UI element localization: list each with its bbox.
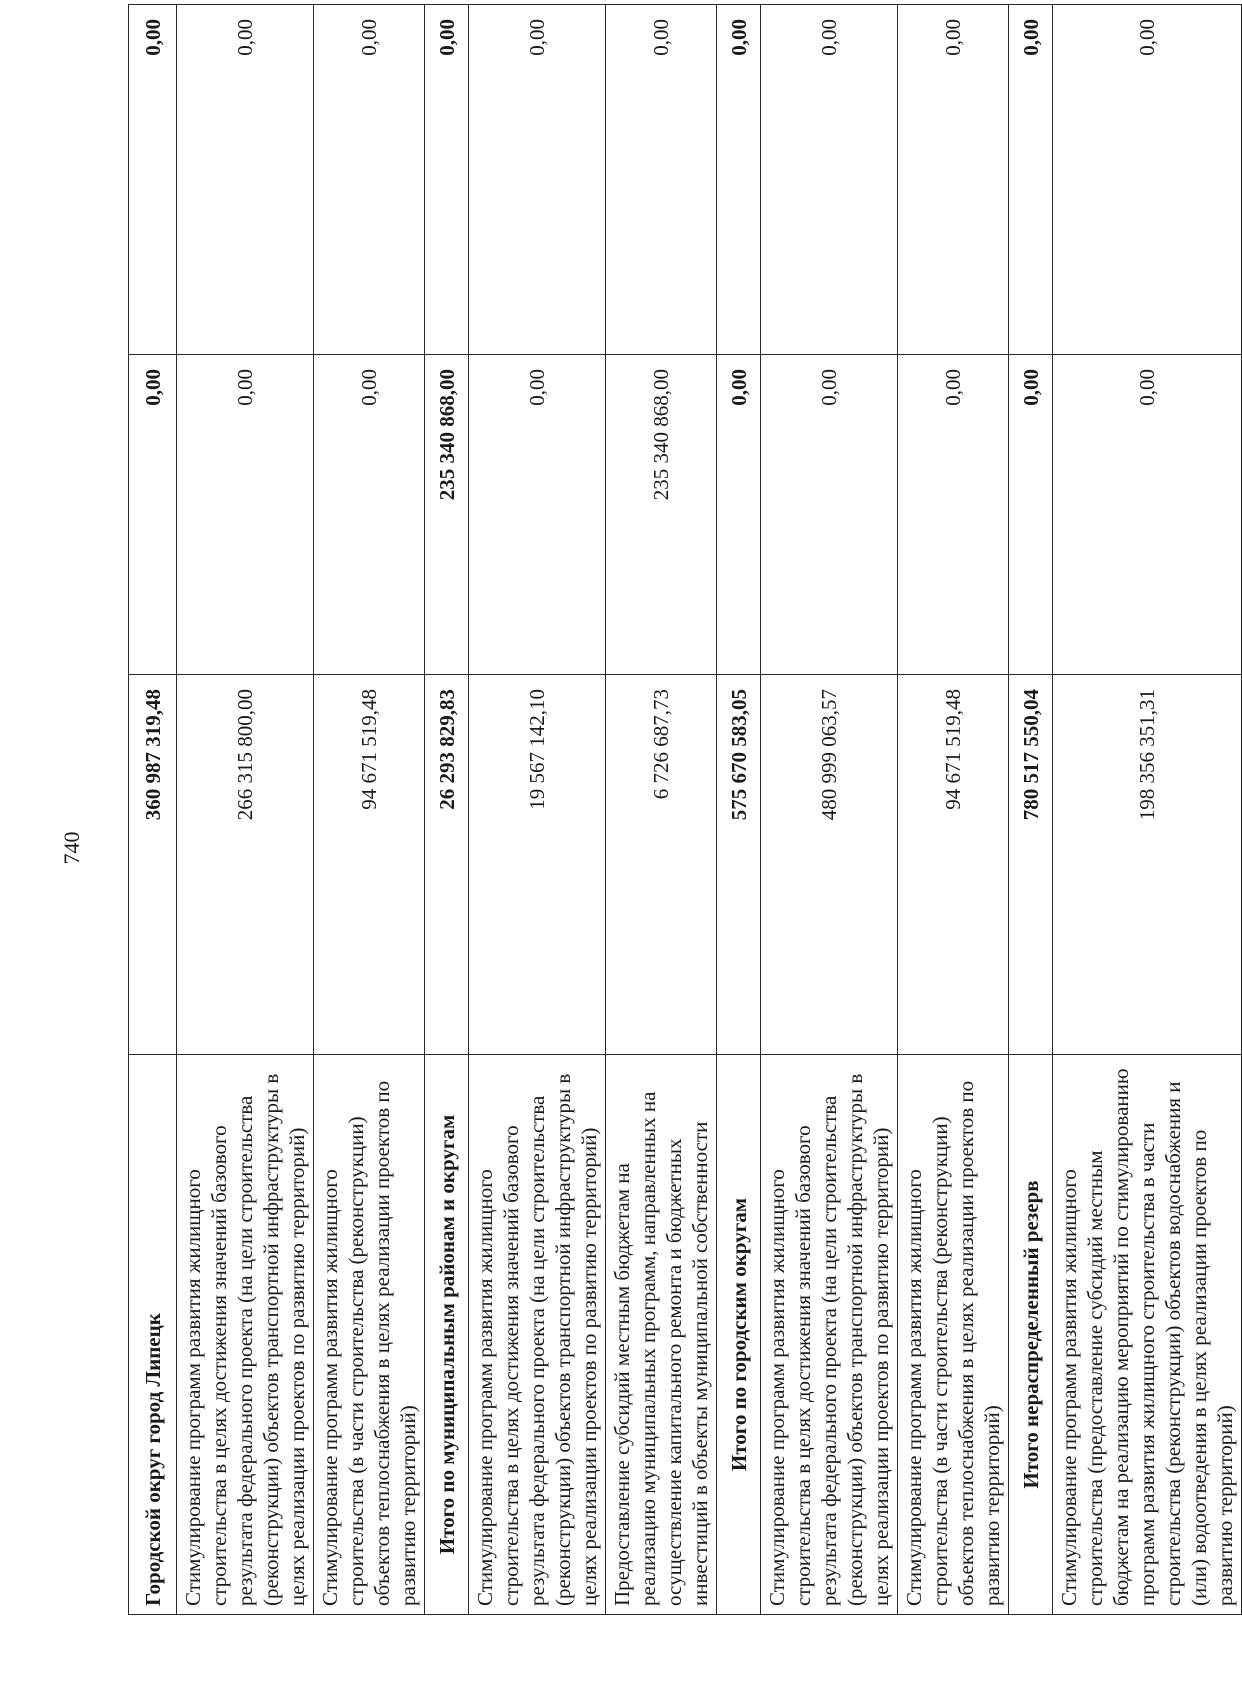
- row-label: Стимулирование программ развития жилищного строительства в целях достижения значений базового результата федерального проекта (на цели строительства (реконструкции) объектов транспортной инфраструктуры в целях реализации проектов по развитию территорий): [177, 1055, 314, 1615]
- row-value-2: 0,00: [129, 355, 177, 675]
- row-label: Городской округ город Липецк: [129, 1055, 177, 1615]
- row-value-2: 0,00: [1053, 355, 1242, 675]
- row-value-3: 0,00: [898, 5, 1009, 355]
- budget-table: [128, 4, 1242, 1615]
- page-number: 740: [59, 831, 84, 865]
- row-value-1: 94 671 519,48: [314, 675, 425, 1055]
- row-value-3: 0,00: [129, 5, 177, 355]
- table-row: [469, 5, 606, 1615]
- row-value-1: 266 315 800,00: [177, 675, 314, 1055]
- table-row-total: [1009, 5, 1053, 1615]
- row-value-3: 0,00: [469, 5, 606, 355]
- row-value-1: 6 726 687,73: [606, 675, 717, 1055]
- budget-table-body: [129, 5, 1242, 1615]
- table-row-total: [425, 5, 469, 1615]
- row-label: Стимулирование программ развития жилищного строительства (предоставление субсидий местным бюджетам на реализацию мероприятий по стимулированию программ развития жилищного строительства в части строительства (реконструкции) объектов водоснабжения и (или) водоотведения в целях реализации проектов по развитию территорий): [1053, 1055, 1242, 1615]
- row-value-1: 575 670 583,05: [717, 675, 761, 1055]
- row-value-3: 0,00: [1053, 5, 1242, 355]
- row-value-1: 480 999 063,57: [761, 675, 898, 1055]
- row-label: Итого по муниципальным районам и округам: [425, 1055, 469, 1615]
- row-label: Итого нераспределенный резерв: [1009, 1055, 1053, 1615]
- budget-table-container: [128, 5, 1237, 1615]
- table-row-total: [129, 5, 177, 1615]
- row-value-2: 0,00: [1009, 355, 1053, 675]
- row-value-2: 235 340 868,00: [606, 355, 717, 675]
- row-value-1: 26 293 829,83: [425, 675, 469, 1055]
- table-row: [1053, 5, 1242, 1615]
- row-value-1: 780 517 550,04: [1009, 675, 1053, 1055]
- row-label: Стимулирование программ развития жилищного строительства в целях достижения значений базового результата федерального проекта (на цели строительства (реконструкции) объектов транспортной инфраструктуры в целях реализации проектов по развитию территорий): [761, 1055, 898, 1615]
- row-value-2: 0,00: [717, 355, 761, 675]
- table-row: [898, 5, 1009, 1615]
- row-value-1: 94 671 519,48: [898, 675, 1009, 1055]
- row-value-1: 360 987 319,48: [129, 675, 177, 1055]
- row-label: Предоставление субсидий местным бюджетам на реализацию муниципальных программ, направленных на осуществление капитального ремонта и бюджетных инвестиций в объекты муниципальной собственности: [606, 1055, 717, 1615]
- row-value-2: 0,00: [469, 355, 606, 675]
- row-value-2: 0,00: [177, 355, 314, 675]
- row-value-2: 235 340 868,00: [425, 355, 469, 675]
- row-value-3: 0,00: [761, 5, 898, 355]
- table-row-total: [717, 5, 761, 1615]
- row-value-3: 0,00: [717, 5, 761, 355]
- row-label: Стимулирование программ развития жилищного строительства (в части строительства (реконструкции) объектов теплоснабжения в целях реализации проектов по развитию территорий): [898, 1055, 1009, 1615]
- row-value-2: 0,00: [314, 355, 425, 675]
- row-value-3: 0,00: [1009, 5, 1053, 355]
- row-value-1: 198 356 351,31: [1053, 675, 1242, 1055]
- table-row: [606, 5, 717, 1615]
- row-value-2: 0,00: [898, 355, 1009, 675]
- row-value-3: 0,00: [606, 5, 717, 355]
- table-row: [761, 5, 898, 1615]
- table-row: [177, 5, 314, 1615]
- row-value-3: 0,00: [425, 5, 469, 355]
- row-label: Стимулирование программ развития жилищного строительства в целях достижения значений базового результата федерального проекта (на цели строительства (реконструкции) объектов транспортной инфраструктуры в целях реализации проектов по развитию территорий): [469, 1055, 606, 1615]
- table-row: [314, 5, 425, 1615]
- row-label: Итого по городским округам: [717, 1055, 761, 1615]
- row-value-2: 0,00: [761, 355, 898, 675]
- row-label: Стимулирование программ развития жилищного строительства (в части строительства (реконструкции) объектов теплоснабжения в целях реализации проектов по развитию территорий): [314, 1055, 425, 1615]
- row-value-3: 0,00: [177, 5, 314, 355]
- row-value-3: 0,00: [314, 5, 425, 355]
- row-value-1: 19 567 142,10: [469, 675, 606, 1055]
